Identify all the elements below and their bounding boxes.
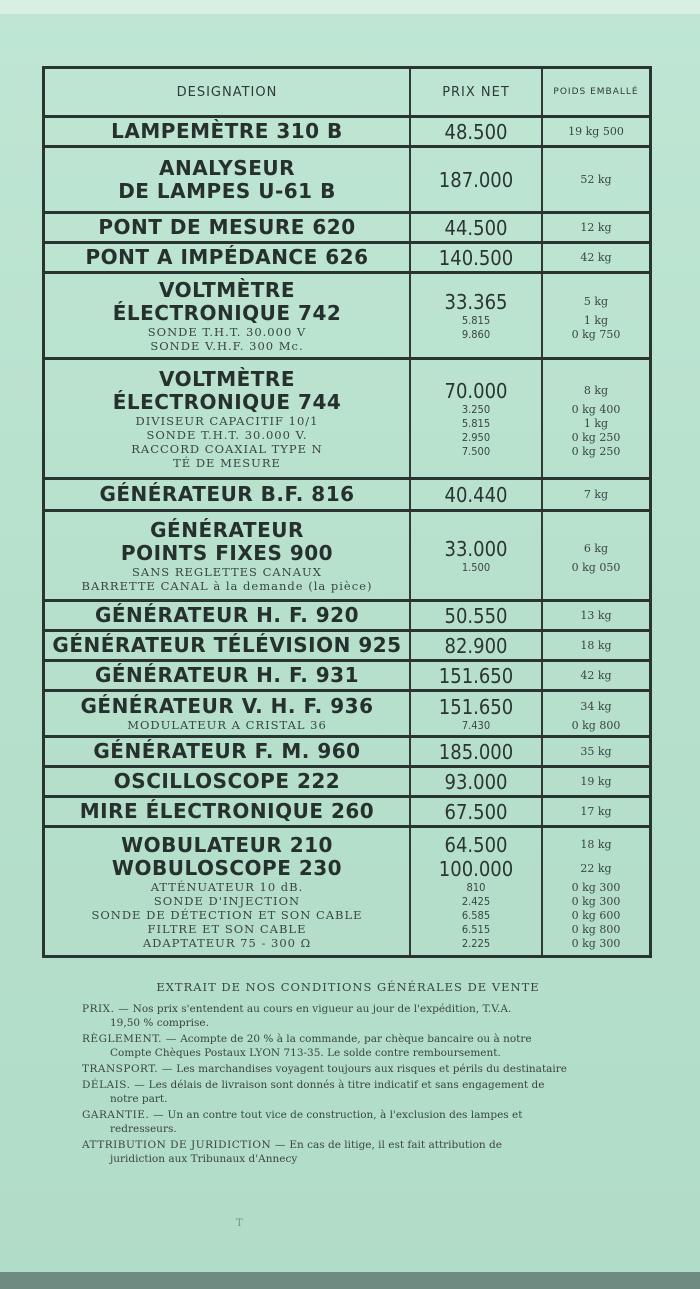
price-value: 185.000 [438,739,514,764]
condition-item [82,1138,614,1166]
weight-cell [542,691,651,737]
conditions-list [82,1002,614,1166]
designation-cell [44,479,411,511]
weight-value: 19 kg 500 [568,124,624,138]
table-row [44,273,651,359]
table-row [44,359,651,479]
condition-item [82,1108,614,1136]
accessory-weight: 0 kg 600 [571,908,621,922]
designation-cell [44,691,411,737]
weight-cell [542,117,651,147]
condition-text: Les marchandises voyagent toujours aux risques et périls du destinataire [176,1063,568,1075]
accessory-name: SONDE T.H.T. 30.000 V [147,324,307,339]
designation-cell [44,827,411,957]
accessory-weight: 0 kg 250 [571,444,621,458]
table-row [44,601,651,631]
accessory-name: MODULATEUR A CRISTAL 36 [127,718,327,732]
accessory-weight: 0 kg 400 [571,402,621,416]
table-row [44,737,651,767]
designation-cell [44,147,411,213]
table-row [44,479,651,511]
table-row [44,511,651,601]
table-row [44,661,651,691]
product-name: MIRE ÉLECTRONIQUE 260 [79,799,375,823]
accessory-price: 1.500 [461,560,491,574]
weight-value: 19 kg [580,774,612,788]
weight-value: 42 kg [580,250,612,264]
accessory-name: SONDE V.H.F. 300 Mc. [150,338,304,353]
price-value: 140.500 [438,245,514,270]
accessory-name: ADAPTATEUR 75 - 300 Ω [142,935,312,950]
condition-item [82,1032,614,1060]
price-value: 50.550 [444,603,508,628]
accessory-price: 2.950 [461,430,491,444]
accessory-name: SONDE DE DÉTECTION ET SON CABLE [91,907,363,922]
condition-label: PRIX. — [82,1003,130,1015]
weight-value: 34 kg [580,699,612,713]
table-row [44,827,651,957]
accessory-price: 3.250 [461,402,491,416]
designation-cell [44,601,411,631]
product-name: GÉNÉRATEUR F. M. 960 [93,739,361,763]
accessory-price: 5.815 [461,313,491,327]
weight-value: 18 kg [580,638,612,652]
price-value: 151.650 [438,663,514,688]
product-name: POINTS FIXES 900 [120,540,334,565]
designation-cell [44,767,411,797]
price-cell [410,631,542,661]
price-value: 40.440 [444,482,508,507]
condition-label: ATTRIBUTION DE JURIDICTION — [82,1139,287,1151]
accessory-weight: 0 kg 300 [571,880,621,894]
weight-cell [542,661,651,691]
price-value: 44.500 [444,215,508,240]
designation-cell [44,511,411,601]
price-value: 70.000 [444,378,508,403]
header-designation: DESIGNATION [44,68,411,117]
accessory-weight: 0 kg 250 [571,430,621,444]
conditions-section [82,980,614,1168]
price-cell [410,479,542,511]
product-name: PONT A IMPÉDANCE 626 [85,245,369,269]
accessory-name: FILTRE ET SON CABLE [147,921,307,936]
weight-cell [542,631,651,661]
product-name: GÉNÉRATEUR H. F. 931 [94,663,360,687]
footer-mark: T [236,1218,243,1229]
price-cell [410,737,542,767]
accessory-name: BARRETTE CANAL à la demande (la pièce) [81,578,373,593]
weight-value: 52 kg [580,172,612,186]
weight-cell [542,737,651,767]
price-value: 64.500 [444,832,508,857]
price-value: 93.000 [444,769,508,794]
accessory-name: RACCORD COAXIAL TYPE N [131,441,323,456]
condition-item [82,1062,614,1076]
weight-cell [542,359,651,479]
weight-cell [542,243,651,273]
price-cell [410,601,542,631]
weight-value: 35 kg [580,744,612,758]
table-row [44,631,651,661]
product-name: VOLTMÈTRE [159,277,295,302]
accessory-name: DIVISEUR CAPACITIF 10/1 [135,413,319,428]
condition-continuation: Compte Chèques Postaux LYON 713-35. Le solde contre remboursement. [110,1047,501,1059]
weight-value: 7 kg [583,487,609,501]
condition-continuation: redresseurs. [110,1123,177,1135]
price-value: 100.000 [438,856,514,881]
table-row [44,147,651,213]
price-value: 33.365 [444,289,508,314]
weight-value: 18 kg [580,837,612,851]
accessory-weight: 0 kg 750 [571,327,621,341]
accessory-price: 9.860 [461,327,491,341]
weight-value: 22 kg [580,861,612,875]
accessory-price: 6.515 [461,922,491,936]
product-name: DE LAMPES U-61 B [118,178,336,203]
price-rows [44,117,651,957]
condition-continuation: juridiction aux Tribunaux d'Annecy [110,1153,298,1165]
weight-cell [542,767,651,797]
condition-label: GARANTIE. — [82,1109,165,1121]
weight-cell [542,827,651,957]
price-cell [410,767,542,797]
weight-value: 5 kg [583,294,609,308]
weight-value: 8 kg [583,383,609,397]
price-value: 67.500 [444,799,508,824]
accessory-name: SONDE T.H.T. 30.000 V. [146,427,308,442]
accessory-price: 2.225 [461,936,491,950]
designation-cell [44,797,411,827]
accessory-weight: 0 kg 800 [571,718,621,732]
price-value: 48.500 [444,119,508,144]
weight-value: 12 kg [580,220,612,234]
accessory-name: TÉ DE MESURE [173,455,281,470]
accessory-price: 7.430 [461,718,491,732]
condition-item [82,1002,614,1030]
product-name: WOBULATEUR 210 [121,832,333,857]
product-name: PONT DE MESURE 620 [98,215,356,239]
accessory-weight: 0 kg 050 [571,560,621,574]
price-table [42,66,652,958]
condition-continuation: notre part. [110,1093,168,1105]
table-header [44,68,651,117]
weight-cell [542,479,651,511]
price-cell [410,691,542,737]
designation-cell [44,737,411,767]
product-name: GÉNÉRATEUR H. F. 920 [94,603,360,627]
product-name: OSCILLOSCOPE 222 [113,769,341,793]
condition-label: DÉLAIS. — [82,1079,146,1091]
weight-cell [542,601,651,631]
table-row [44,213,651,243]
weight-cell [542,213,651,243]
header-prix: PRIX NET [410,68,542,117]
condition-continuation: 19,50 % comprise. [110,1017,209,1029]
weight-value: 17 kg [580,804,612,818]
weight-cell [542,797,651,827]
condition-label: RÈGLEMENT. — [82,1033,177,1045]
accessory-name: SANS REGLETTES CANAUX [132,564,322,579]
condition-item [82,1078,614,1106]
price-cell [410,117,542,147]
designation-cell [44,359,411,479]
table-row [44,691,651,737]
conditions-title: EXTRAIT DE NOS CONDITIONS GÉNÉRALES DE VENTE [156,980,540,994]
price-cell [410,243,542,273]
accessory-price: 2.425 [461,894,491,908]
table-row [44,767,651,797]
product-name: GÉNÉRATEUR TÉLÉVISION 925 [52,633,402,657]
product-name: WOBULOSCOPE 230 [111,855,343,880]
price-cell [410,511,542,601]
condition-label: TRANSPORT. — [82,1063,173,1075]
price-value: 151.650 [438,694,514,719]
designation-cell [44,661,411,691]
price-cell [410,661,542,691]
header-poids: POIDS EMBALLÉ [542,68,651,117]
product-name: ANALYSEUR [158,155,295,180]
designation-cell [44,243,411,273]
paper-bottom-edge [0,1272,700,1289]
price-cell [410,273,542,359]
price-cell [410,213,542,243]
condition-text: Acompte de 20 % à la commande, par chèque bancaire ou à notre [180,1033,532,1045]
table-row [44,797,651,827]
weight-cell [542,273,651,359]
price-cell [410,147,542,213]
accessory-price: 810 [466,880,486,894]
weight-cell [542,511,651,601]
accessory-name: SONDE D'INJECTION [153,893,301,908]
accessory-weight: 1 kg [583,416,609,430]
price-cell [410,359,542,479]
price-value: 33.000 [444,536,508,561]
product-name: LAMPEMÈTRE 310 B [111,119,343,143]
weight-value: 13 kg [580,608,612,622]
accessory-weight: 1 kg [583,313,609,327]
weight-value: 6 kg [583,541,609,555]
condition-text: Les délais de livraison sont donnés à titre indicatif et sans engagement de [148,1079,545,1091]
accessory-name: ATTÉNUATEUR 10 dB. [150,879,304,894]
accessory-weight: 0 kg 300 [571,894,621,908]
table-row [44,243,651,273]
weight-value: 42 kg [580,668,612,682]
price-cell [410,827,542,957]
condition-text: Nos prix s'entendent au cours en vigueur au jour de l'expédition, T.V.A. [132,1003,512,1015]
price-cell [410,797,542,827]
table-row [44,117,651,147]
price-value: 187.000 [438,167,514,192]
accessory-price: 6.585 [461,908,491,922]
product-name: GÉNÉRATEUR V. H. F. 936 [80,694,374,718]
product-name: GÉNÉRATEUR [150,517,304,542]
accessory-price: 7.500 [461,444,491,458]
designation-cell [44,273,411,359]
weight-cell [542,147,651,213]
accessory-weight: 0 kg 800 [571,922,621,936]
designation-cell [44,117,411,147]
product-name: GÉNÉRATEUR B.F. 816 [99,482,355,506]
paper-top-edge [0,0,700,14]
price-value: 82.900 [444,633,508,658]
accessory-weight: 0 kg 300 [571,936,621,950]
condition-text: Un an contre tout vice de construction, à l'exclusion des lampes et [167,1109,523,1121]
product-name: ÉLECTRONIQUE 744 [112,389,342,414]
designation-cell [44,213,411,243]
product-name: VOLTMÈTRE [159,366,295,391]
product-name: ÉLECTRONIQUE 742 [112,300,342,325]
designation-cell [44,631,411,661]
accessory-price: 5.815 [461,416,491,430]
condition-text: En cas de litige, il est fait attribution de [289,1139,502,1151]
